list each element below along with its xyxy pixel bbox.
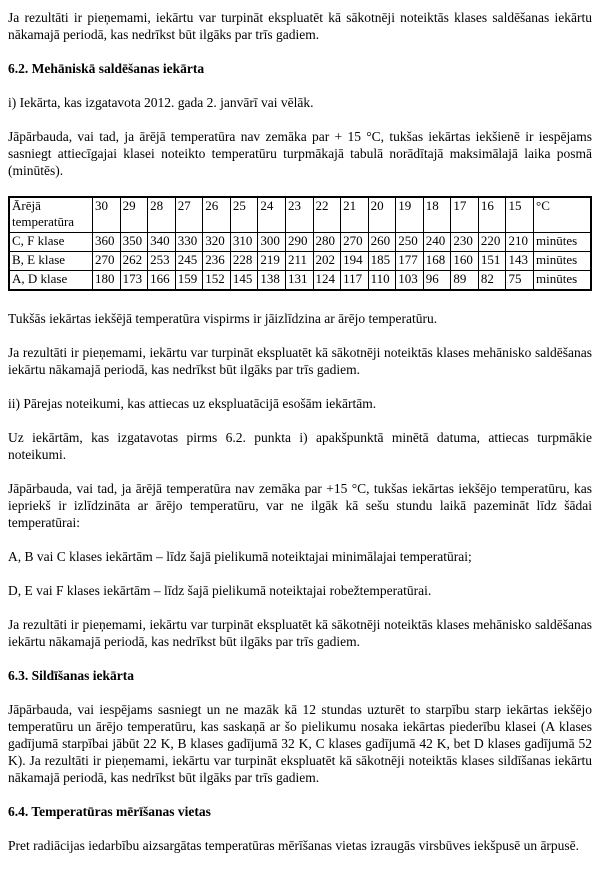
minutes-value-cell: 230 [451, 233, 479, 252]
minutes-value-cell: 82 [478, 271, 506, 291]
minutes-value-cell: 159 [175, 271, 203, 291]
minutes-value-cell: 260 [368, 233, 396, 252]
minutes-value-cell: 219 [258, 252, 286, 271]
minutes-value-cell: 145 [230, 271, 258, 291]
paragraph-equalize: Tukšās iekārtas iekšējā temperatūra vispirms ir jāizlīdzina ar ārējo temperatūru. [8, 311, 438, 326]
minutes-value-cell: 262 [120, 252, 148, 271]
unit-header-cell: °C [534, 197, 592, 233]
minutes-value-cell: 220 [478, 233, 506, 252]
temperature-header-cell: 29 [120, 197, 148, 233]
minutes-value-cell: 250 [396, 233, 424, 252]
temperature-header-cell: 23 [285, 197, 313, 233]
minutes-value-cell: 177 [396, 252, 424, 271]
paragraph-item-i: i) Iekārta, kas izgatavota 2012. gada 2. janvārī vai vēlāk. [8, 95, 314, 110]
temperature-header-cell: 16 [478, 197, 506, 233]
temperature-header-cell: 19 [396, 197, 424, 233]
table-header-label: Ārējā temperatūra [9, 197, 93, 233]
minutes-value-cell: 280 [313, 233, 341, 252]
section-heading-6-4: 6.4. Temperatūras mērīšanas vietas [8, 804, 211, 819]
minutes-value-cell: 160 [451, 252, 479, 271]
minutes-value-cell: 236 [203, 252, 231, 271]
minutes-value-cell: 180 [93, 271, 121, 291]
paragraph-heating-check: Jāpārbauda, vai iespējams sasniegt un ne mazāk kā 12 stundas uzturēt to starpību starp iekārtas iekšējo temperatūru un ārējo temperatūru, kas saskaņā ar šo pielikumu nosaka iekārtas piederību klasei (A klases gadījumā starpībai jābūt 22 K, B klases gadījumā 32 K, C klases gadījumā 42 K, bet D klases gadījumā 52 K). Ja rezultāti ir pieņemami, iekārtu var turpināt ekspluatēt kā sākotnēji noteiktās klases sildīšanas iekārtu nākamajā periodā, kas nedrīkst būt ilgāks par trīs gadiem. [8, 702, 592, 785]
minutes-value-cell: 124 [313, 271, 341, 291]
minutes-value-cell: 103 [396, 271, 424, 291]
minutes-value-cell: 270 [341, 233, 369, 252]
table-row [9, 271, 591, 291]
paragraph-classes-def: D, E vai F klases iekārtām – līdz šajā pielikumā noteiktajai robežtemperatūrai. [8, 583, 432, 598]
minutes-value-cell: 194 [341, 252, 369, 271]
class-label-cell: C, F klase [9, 233, 93, 252]
minutes-value-cell: 350 [120, 233, 148, 252]
section-heading-6-3: 6.3. Sildīšanas iekārta [8, 668, 135, 683]
minutes-value-cell: 270 [93, 252, 121, 271]
section-heading-6-2: 6.2. Mehāniskā saldēšanas iekārta [8, 61, 205, 76]
minutes-value-cell: 131 [285, 271, 313, 291]
minutes-value-cell: 168 [423, 252, 451, 271]
minutes-value-cell: 89 [451, 271, 479, 291]
minutes-value-cell: 152 [203, 271, 231, 291]
table-row [9, 197, 591, 233]
temperature-header-cell: 27 [175, 197, 203, 233]
minutes-value-cell: 300 [258, 233, 286, 252]
minutes-value-cell: 228 [230, 252, 258, 271]
minutes-value-cell: 340 [148, 233, 176, 252]
temperature-header-cell: 15 [506, 197, 534, 233]
table-row [9, 233, 591, 252]
minutes-value-cell: 210 [506, 233, 534, 252]
temperature-header-cell: 25 [230, 197, 258, 233]
minutes-value-cell: 240 [423, 233, 451, 252]
unit-cell: minūtes [534, 271, 592, 291]
paragraph-result-intro: Ja rezultāti ir pieņemami, iekārtu var turpināt ekspluatēt kā sākotnēji noteiktās klases saldēšanas iekārtu nākamajā periodā, kas nedrīkst būt ilgāks par trīs gadiem. [8, 10, 592, 42]
minutes-value-cell: 253 [148, 252, 176, 271]
paragraph-check-new-equipment: Jāpārbauda, vai tad, ja ārējā temperatūra nav zemāka par + 15 °C, tukšas iekārtas iekšienē ir iespējams sasniegt attiecīgajai klasei noteikto temperatūru turpmākajā tabulā norādītajā maksimālajā laika posmā (minūtēs). [8, 129, 592, 178]
temperature-header-cell: 26 [203, 197, 231, 233]
minutes-value-cell: 117 [341, 271, 369, 291]
minutes-value-cell: 138 [258, 271, 286, 291]
paragraph-result-mechanical-2: Ja rezultāti ir pieņemami, iekārtu var turpināt ekspluatēt kā sākotnēji noteiktās klases mehānisko saldēšanas iekārtu nākamajā periodā, kas nedrīkst būt ilgāks par trīs gadiem. [8, 617, 592, 649]
paragraph-result-mechanical-1: Ja rezultāti ir pieņemami, iekārtu var turpināt ekspluatēt kā sākotnēji noteiktās klases mehānisko saldēšanas iekārtu nākamajā periodā, kas nedrīkst būt ilgāks par trīs gadiem. [8, 345, 592, 377]
temperature-table [8, 196, 592, 291]
minutes-value-cell: 166 [148, 271, 176, 291]
class-label-cell: A, D klase [9, 271, 93, 291]
minutes-value-cell: 110 [368, 271, 396, 291]
temperature-header-cell: 22 [313, 197, 341, 233]
minutes-value-cell: 143 [506, 252, 534, 271]
minutes-value-cell: 245 [175, 252, 203, 271]
minutes-value-cell: 151 [478, 252, 506, 271]
minutes-value-cell: 96 [423, 271, 451, 291]
unit-cell: minūtes [534, 233, 592, 252]
temperature-header-cell: 30 [93, 197, 121, 233]
temperature-header-cell: 18 [423, 197, 451, 233]
table-row [9, 252, 591, 271]
minutes-value-cell: 360 [93, 233, 121, 252]
temperature-header-cell: 20 [368, 197, 396, 233]
paragraph-older-equipment: Uz iekārtām, kas izgatavotas pirms 6.2. punkta i) apakšpunktā minētā datuma, attiecas turpmākie noteikumi. [8, 430, 592, 462]
minutes-value-cell: 320 [203, 233, 231, 252]
temperature-header-cell: 24 [258, 197, 286, 233]
minutes-value-cell: 310 [230, 233, 258, 252]
paragraph-measuring-points: Pret radiācijas iedarbību aizsargātas temperatūras mērīšanas vietas izraugās virsbūves iekšpusē un ārpusē. [8, 838, 580, 853]
paragraph-check-older-equipment: Jāpārbauda, vai tad, ja ārējā temperatūra nav zemāka par +15 °C, tukšas iekārtas iekšējo temperatūru, kas iepriekš ir izlīdzināta ar ārējo temperatūru, var ne ilgāk kā sešu stundu laikā pazemināt līdz šādai temperatūrai: [8, 481, 592, 530]
minutes-value-cell: 330 [175, 233, 203, 252]
minutes-value-cell: 211 [285, 252, 313, 271]
paragraph-item-ii: ii) Pārejas noteikumi, kas attiecas uz ekspluatācijā esošām iekārtām. [8, 396, 377, 411]
temperature-header-cell: 21 [341, 197, 369, 233]
temperature-header-cell: 17 [451, 197, 479, 233]
unit-cell: minūtes [534, 252, 592, 271]
paragraph-classes-abc: A, B vai C klases iekārtām – līdz šajā pielikumā noteiktajai minimālajai temperatūrai; [8, 549, 472, 564]
minutes-value-cell: 185 [368, 252, 396, 271]
class-label-cell: B, E klase [9, 252, 93, 271]
temperature-header-cell: 28 [148, 197, 176, 233]
minutes-value-cell: 202 [313, 252, 341, 271]
minutes-value-cell: 173 [120, 271, 148, 291]
minutes-value-cell: 290 [285, 233, 313, 252]
temperature-table-body [9, 197, 591, 290]
minutes-value-cell: 75 [506, 271, 534, 291]
